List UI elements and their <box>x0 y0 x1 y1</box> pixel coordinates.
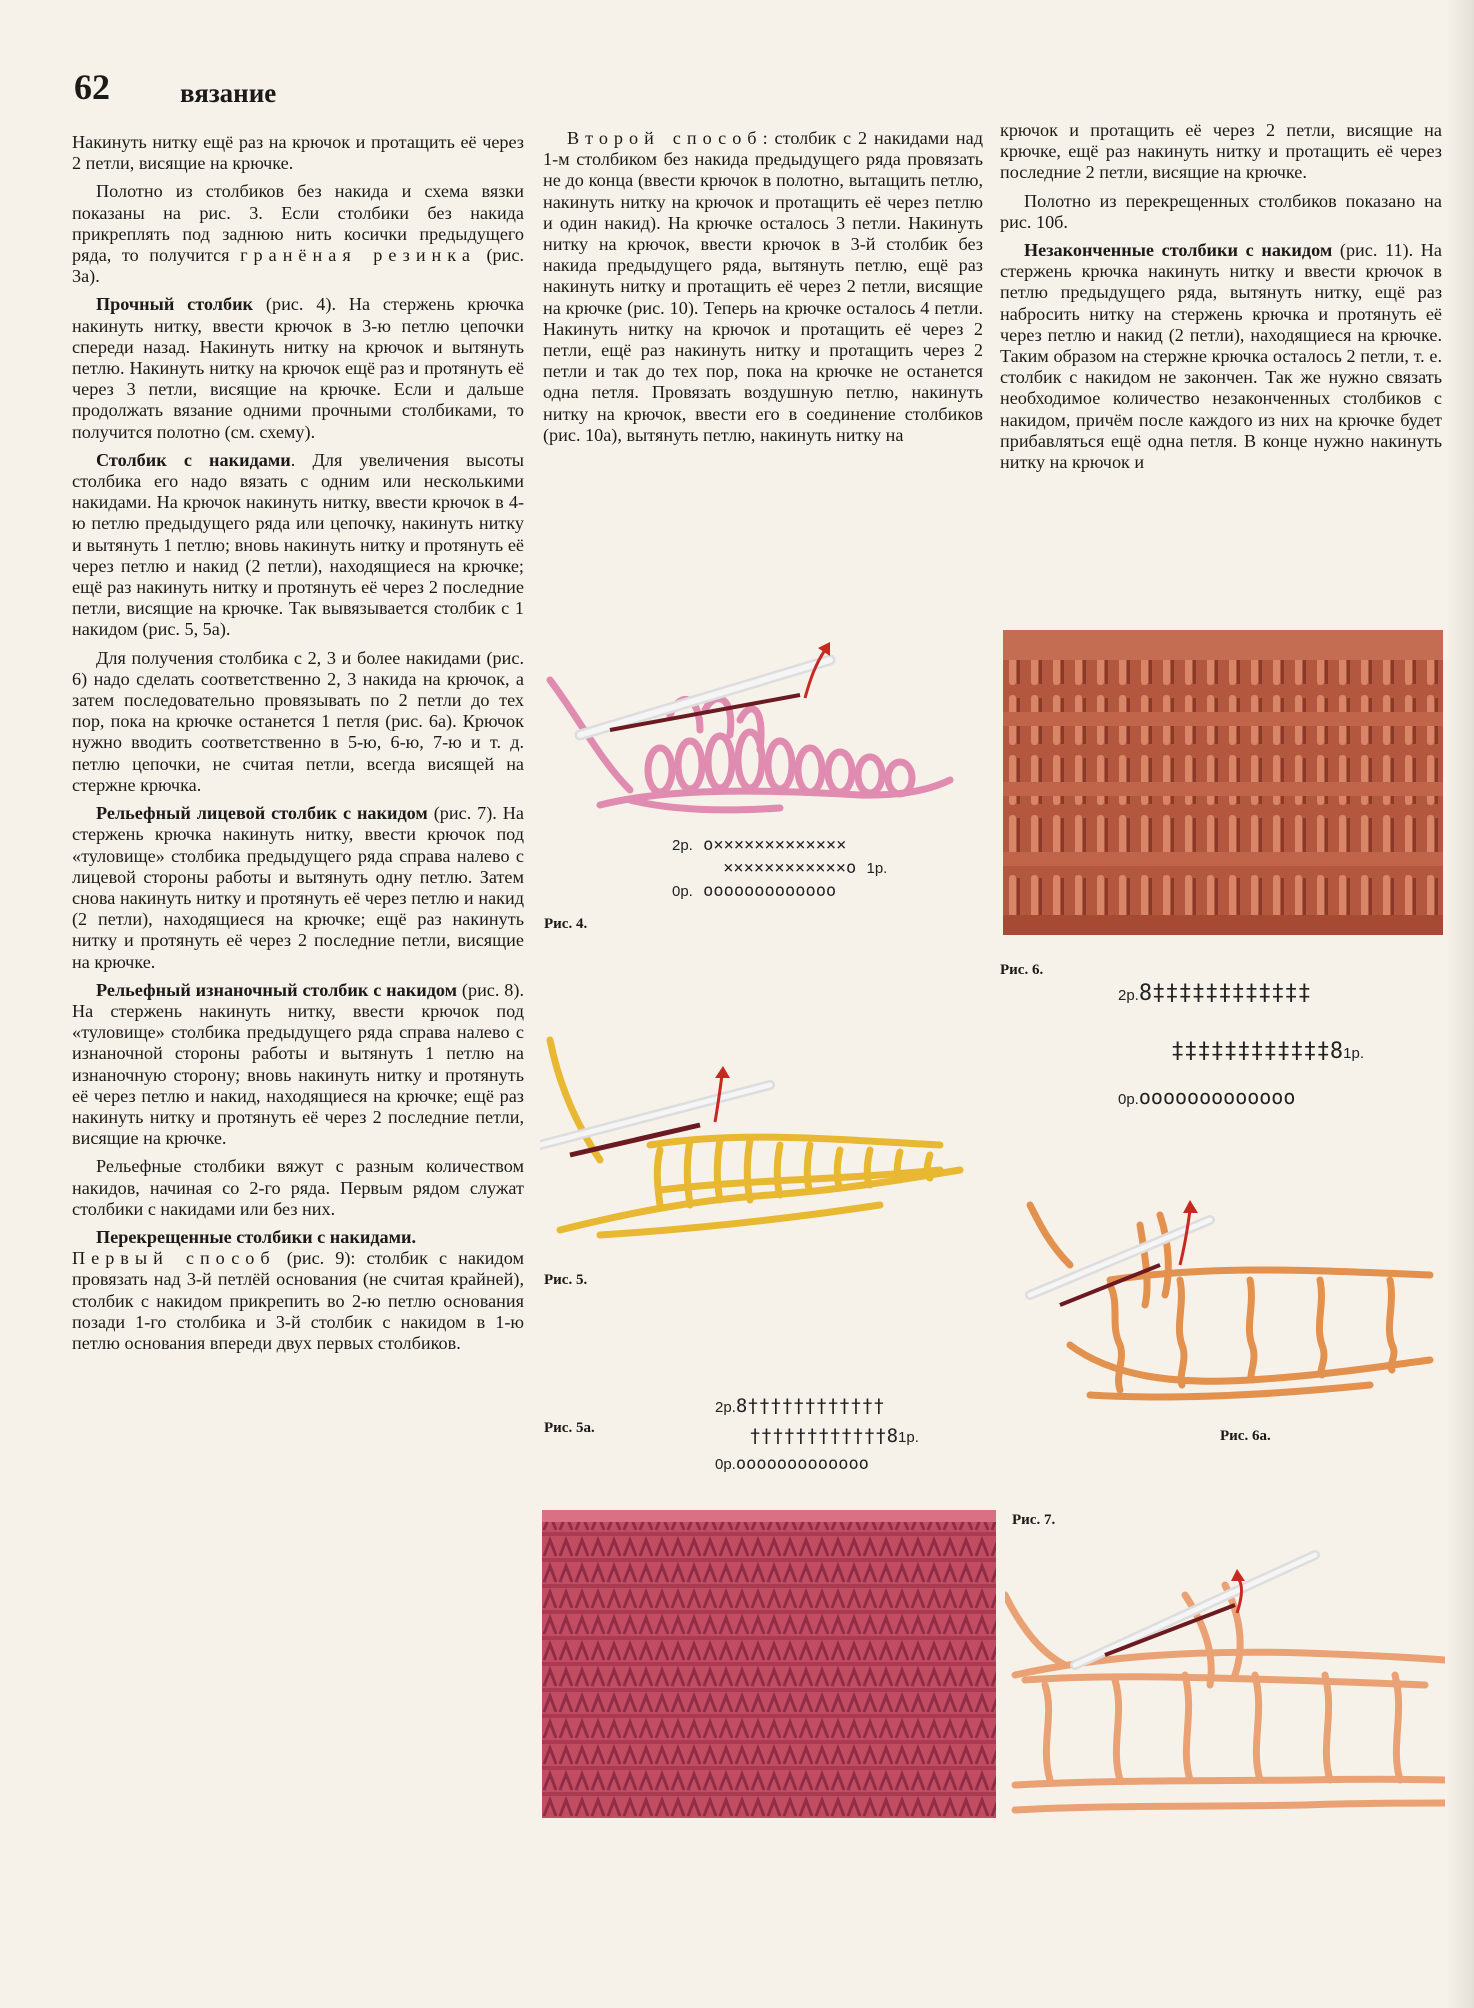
paragraph: Рельефный лицевой столбик с накидом (рис. 7). На стержень крючка накинуть нитку, ввести крючок под «туловище» столбика предыдущего ряда справа налево с лицевой стороны работы и вытянуть одну петлю. Затем снова накинуть нитку и протянуть её через петлю и накид (2 петли), находящиеся на крючке; ещё раз накинуть нитку и протянуть её через 2 последние петли, висящие на крючке. <box>72 803 524 972</box>
scheme-row-1: ‡‡‡‡‡‡‡‡‡‡‡‡81р. <box>1170 1039 1365 1064</box>
fig6a-illustration <box>1010 1195 1440 1425</box>
caption-fig6: Рис. 6. <box>1000 962 1044 978</box>
page-number: 62 <box>74 67 110 107</box>
fig4-scheme <box>672 834 887 903</box>
scheme-row-0: 0р.ооооооооооооо <box>1118 1085 1296 1109</box>
caption-fig7: Рис. 7. <box>1012 1512 1056 1528</box>
section-title: вязание <box>180 78 277 108</box>
paragraph: Полотно из столбиков без накида и схема вязки показаны на рис. 3. Если столбики без накида прикреплять под заднюю нить косички предыдущего ряда, то получится гранёная резинка (рис. 3а). <box>72 181 524 287</box>
paragraph: Накинуть нитку ещё раз на крючок и протащить её через 2 петли, висящие на крючке. <box>72 132 524 174</box>
fig5-illustration <box>540 1030 980 1255</box>
paragraph: крючок и протащить её через 2 петли, висящие на крючке, ещё раз накинуть нитку и протащить её через последние 2 петли, висящие на крючке. <box>1000 120 1442 183</box>
paragraph: Перекрещенные столбики с накидами. Первый способ (рис. 9): столбик с накидом провязать над 3-й петлёй основания (не считая крайней), столбик с накидом прикрепить во 2-ю петлю основания позади 1-го столбика и 3-й столбик с накидом в 1-ю петлю основания впереди двух первых столбиков. <box>72 1226 524 1353</box>
paragraph: Для получения столбика с 2, 3 и более накидами (рис. 6) надо сделать соответственно 2, 3 накида на крючок, а затем последовательно провязывать по 2 петли до тех пор, пока на крючке останется 1 петля (рис. 6а). Крючок нужно вводить соответственно в 5-ю, 6-ю, 7-ю и т. д. петлю цепочки, не считая петли, всегда висящей на стержне крючка. <box>72 647 524 795</box>
paragraph: Рельефный изнаночный столбик с накидом (рис. 8). На стержень накинуть нитку, ввести крючок под «туловище» столбика предыдущего ряда справа налево с изнаночной стороны работы и вытянуть 1 петлю на изнаночную сторону; вновь накинуть нитку и протянуть её через петлю и накид, находящиеся на крючке; ещё раз накинуть нитку и протянуть её через 2 последние петли, висящие на крючке. <box>72 979 525 1149</box>
paragraph: Столбик с накидами. Для увеличения высоты столбика его надо вязать с одним или несколькими накидами. На крючок накинуть нитку, ввести крючок в 4-ю петлю предыдущего ряда или цепочку, накинуть нитку и вытянуть 1 петлю; вновь накинуть нитку и протянуть её через петлю и накид (2 петли), находящиеся на крючке; ещё раз накинуть нитку и протянуть её через 2 последние петли, висящие на крючке. Так вывязывается столбик с 1 накидом (рис. 5, 5а). <box>72 449 525 640</box>
caption-fig6a: Рис. 6а. <box>1220 1428 1271 1444</box>
caption-fig4: Рис. 4. <box>544 916 588 932</box>
paragraph: Второй способ: столбик с 2 накидами над 1-м столбиком без накида предыдущего ряда провязать не до конца (ввести крючок в полотно, вытащить петлю, накинуть нитку на крючок и протащить её через петлю и один накид). На крючке осталось 3 петли. Накинуть нитку на крючок, ввести крючок в 3-й столбик без накида предыдущего ряда, вытянуть петлю, ещё раз накинуть нитку и протащить её через 2 петли, висящие на крючке (рис. 10). Теперь на крючке осталось 4 петли. Накинуть нитку на крючок и протащить её через 2 петли, ещё раз накинуть нитку и протащить через 2 петли и так до тех пор, пока на крючке не останется одна петля. Провязать воздушную петлю, накинуть нитку на крючок, ввести его в соединение столбиков (рис. 10а), вытянуть петлю, накинуть нитку на <box>543 128 983 445</box>
fig7-illustration <box>1005 1535 1445 1830</box>
paragraph: Полотно из перекрещенных столбиков показано на рис. 10б. <box>1000 190 1442 232</box>
page-gutter-shadow <box>1446 0 1474 2008</box>
fig5a-scheme <box>715 1392 919 1477</box>
scheme-row-1: ××××××××××××о 1р. <box>723 858 888 878</box>
scheme-row-2: 2р.8‡‡‡‡‡‡‡‡‡‡‡‡ <box>1118 981 1312 1006</box>
paragraph: Незаконченные столбики с накидом (рис. 11). На стержень крючка накинуть нитку и ввести крючок в петлю предыдущего ряда, вытянуть нитку, ещё раз набросить нитку на стержень крючка и протянуть её через петлю и накид (2 петли), находящиеся на крючке. Таким образом на стержне крючка осталось 2 петли, т. е. столбик с накидом не закончен. Так же нужно связать необходимое количество незаконченных столбиков с накидом, причём после каждого из них на крючке будет прибавляться ещё одна петля. В конце нужно накинуть нитку на крючок и <box>1000 240 1443 473</box>
fig5a-photo <box>542 1510 996 1818</box>
fig4-illustration <box>540 620 980 825</box>
caption-fig5a: Рис. 5а. <box>544 1420 595 1436</box>
scheme-row-1: ††††††††††††81р. <box>749 1425 919 1447</box>
text-column-2 <box>543 128 983 453</box>
scheme-row-0: 0р.ооооооооооооо <box>715 1454 869 1474</box>
scheme-row-2: 2р.8†††††††††††† <box>715 1395 885 1417</box>
caption-fig5: Рис. 5. <box>544 1272 588 1288</box>
fig6-scheme <box>1118 976 1364 1115</box>
fig6-photo <box>1003 630 1443 935</box>
text-column-1 <box>72 132 524 1361</box>
scheme-row-2: 2р. о××××××××××××× <box>672 835 847 855</box>
text-column-3 <box>1000 120 1442 480</box>
scheme-row-0: 0р. ооооооооооооо <box>672 881 837 901</box>
paragraph: Прочный столбик (рис. 4). На стержень крючка накинуть нитку, ввести крючок в 3-ю петлю цепочки спереди назад. Накинуть нитку на крючок и вытянуть петлю. Накинуть нитку на крючок ещё раз и протянуть её через 3 петли, висящие на крючке. Если и дальше продолжать вязание одними прочными столбиками, то получится полотно (см. схему). <box>72 294 525 442</box>
paragraph: Рельефные столбики вяжут с разным количеством накидов, начиная со 2-го ряда. Первым рядом служат столбики с накидами или без них. <box>72 1156 524 1219</box>
